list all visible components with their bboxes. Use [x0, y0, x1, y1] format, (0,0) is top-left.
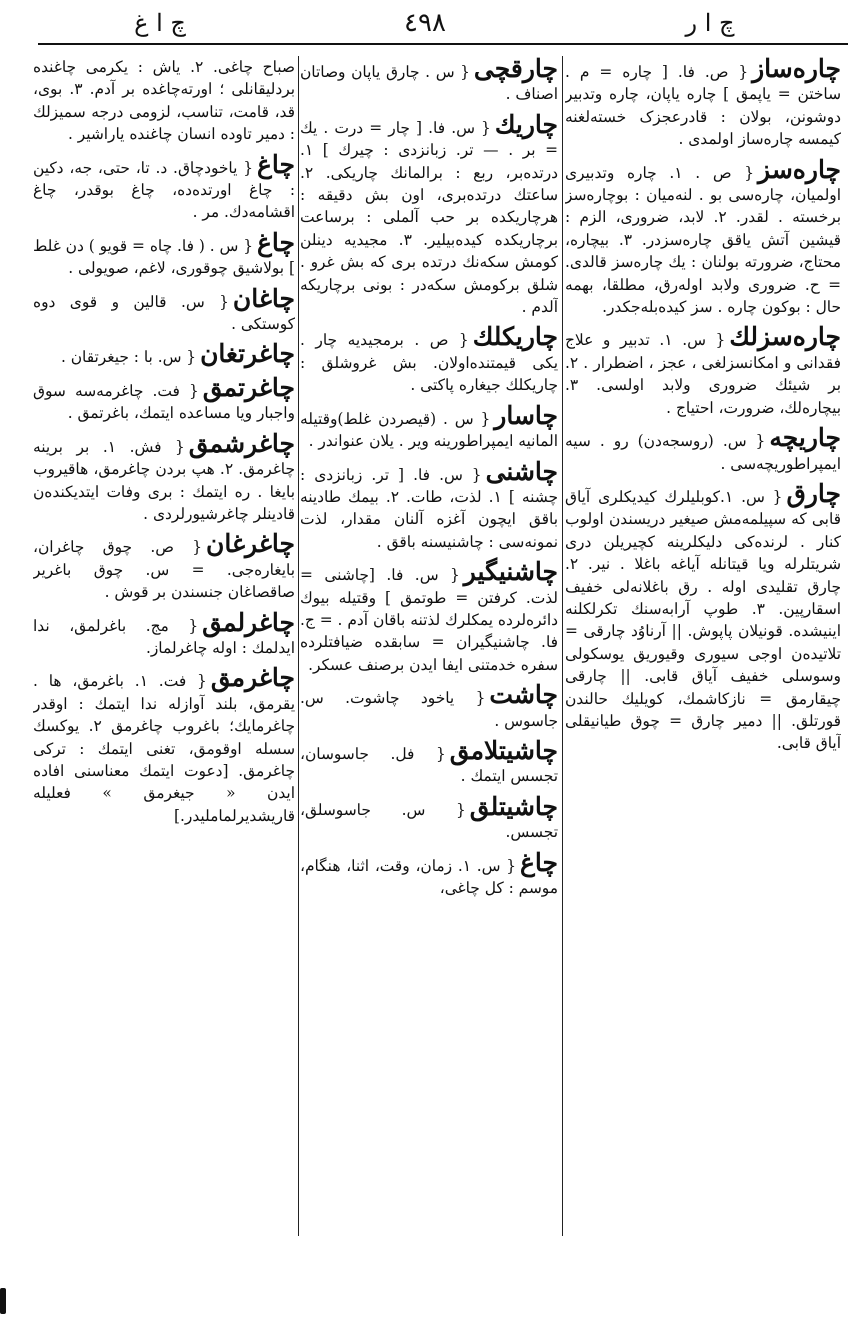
dictionary-entry: [565, 324, 841, 419]
dictionary-entry: [565, 425, 841, 475]
entry-definition: { س . ( فا. چاه = قویو ) دن غلط ] بولاشیق چوقوری، لاغم، صویولی .: [33, 236, 295, 278]
entry-headword: چاغرتغان: [200, 339, 295, 369]
entry-headword: چاره‌سزلك: [729, 322, 841, 352]
header-right-guide-letters: چ ا ر: [685, 9, 735, 37]
entry-headword: چاشت: [489, 680, 558, 710]
entry-definition: { فت. ۱. باغرمق، ها . یقرمق، بلند آوازله ندا ایتمك : اوقدر چاغرمایك؛ باغروب چاغرمق ۲. یوکسك سسله اوقومق، تغنی ایتمك : ترکی چاغرمق. [دعوت ایتمك معناسنی افاده ایدن « جیغرمق » فعلیله قاریشدیرلمامليدر.]: [33, 672, 295, 825]
entry-definition: { س. قالین و قوی دوه کوستکی .: [33, 292, 295, 334]
entry-definition: { س. ۱. زمان، وقت، اثنا، هنگام، موسم : کل چاغی،: [300, 856, 558, 897]
entry-definition: { ص. چوق چاغران، بایغاره‌جی. = س. چوق باغریر صاقصاغان جنسندن بر قوش .: [33, 538, 295, 602]
entry-definition: { فش. ۱. بر برینه چاغرمق. ۲. هپ بردن چاغرمق، هاقیروب بایغا . ره ایتمك : بری وفات ایتدیکنده‌ن قادینلر چاغرشیورلردی .: [33, 437, 295, 523]
entry-headword: چاغرمق: [210, 663, 295, 693]
dictionary-entry: [565, 154, 841, 319]
entry-headword: چاغان: [232, 283, 295, 313]
dictionary-entry: [300, 847, 558, 900]
entry-definition: { ص. فا. [ چاره = م . ساختن = یاپمق ] چاره یاپان، چاره وتدبیر دوشونن، بولان : قادرعجزک خسته‌لغنه کیمسه چاره‌ساز اولمدی .: [565, 63, 841, 149]
dictionary-entry: [300, 109, 558, 319]
dictionary-entry: [565, 56, 841, 151]
entry-definition: { فل. جاسوسان، تجسس ایتمك .: [300, 744, 558, 786]
entry-headword: چاریکلك: [472, 322, 558, 352]
column-divider-right: [562, 56, 563, 1236]
dictionary-entry: [33, 341, 295, 368]
entry-definition: { یاخود چاشوت. س. جاسوس .: [300, 689, 558, 730]
entry-headword: چاریك: [494, 109, 558, 139]
entry-definition: { س. ۱.کوبلیلرك کیدیکلری آیاق قابی که سپیلمه‌مش صیغیر دریسندن اولوب کنار . لرنده‌کی دلیکلرینه کچیریلن دری شریتلرله ویا قیتانله آیاغه باغلا . نیر. ۲. چارق تقلیدی اوله . رق باغلانه‌لی خفیف اسقارپین. ۳. طوپ آرابه‌سنك تکرلکلنه اینیشده. قونیلان پاپوش. || آرناوُد چارقی = تلاتیده‌ن اوجی سیوری وقیوریق یوسکولی وسوسلی خفیف آیاق قابی. || چارقی چیقارمق = نازکاشمك، کویلیك حالندن قورتلق. || دمیر چارق = چوق طیانیقلی آیاق قابی.: [565, 487, 841, 753]
entry-headword: چاره‌ساز: [752, 56, 841, 83]
dictionary-entry: [565, 478, 841, 755]
entry-definition: { س. فا. [ چار = درت . یك = بر . — تر. زبانزدی : چیرك ] ۱. درتده‌بر، ربع : برالمانك چاریکی. ۲. ساعتك درتده‌بری، اون بش دقیقه : هرچاریکده بر حب آلملی : برساعت برچاریکده کیده‌بیلیر. ۳. مجیدیه دینلن کومش سکه‌نك درتده بری که بش غرو . شلق برکومش سکه‌در : بونی برچاریکه آلدم .: [300, 118, 558, 317]
dictionary-entry: [300, 56, 558, 106]
dictionary-entry: [300, 791, 558, 844]
header-rule: [38, 43, 848, 45]
entry-headword: چاسار: [494, 400, 558, 430]
dictionary-entry: [33, 531, 295, 603]
entry-definition: { مج. باغرلمق، ندا ایدلمك : اوله چاغرلماز.: [33, 616, 295, 657]
entry-headword: چاغرلمق: [202, 607, 295, 637]
entry-definition: صباح چاغی. ۲. یاش : یکرمی چاغنده بردلیقانلی ؛ اورته‌چاغده بر آدم. ۳. بوی، قد، قامت، تناسب، لزومی درجه سمیزلك : دمیر تاوده انسان چاغنده یاراشیر .: [33, 58, 295, 144]
dictionary-entry: [33, 665, 295, 827]
page-number: ٤٩٨: [404, 8, 446, 38]
column-left: [33, 56, 295, 1076]
entry-definition: { س. با : جیغرتقان .: [60, 348, 197, 367]
entry-headword: چاغ: [520, 847, 558, 877]
entry-definition: { س. جاسوسلق، تجسس.: [300, 800, 558, 842]
entry-headword: چاغرتمق: [202, 372, 295, 402]
entry-definition: { ص . برمجیدیه چار . یکی قیمتنده‌اولان. بش غروشلق : چاریکلك جیغاره پاکتی .: [300, 331, 558, 395]
entry-headword: چاشیتلق: [469, 791, 558, 821]
dictionary-entry: [300, 735, 558, 788]
dictionary-entry: [33, 428, 295, 526]
entry-definition: { ص . ۱. چاره وتدبیری اولمیان، چاره‌سی بو . لنه‌میان : بوچاره‌سز برخسته . لقدر. ۲. لابد، ضروری، الزم : قیشین آتش یاقق چاره‌سزدر. ۳. بیچاره، محتاج، ضرورته بولنان : یك چاره‌سز قالدی. = ح. ضروری ولابد اوله‌رق، مطلقا، بهمه حال : بوکون چاره . سز کیده‌بله‌جکدر.: [565, 163, 841, 317]
entry-headword: چاغرغان: [206, 529, 295, 559]
dictionary-entry: [33, 607, 295, 660]
column-divider-left: [298, 56, 299, 1236]
entry-headword: چارقچی: [473, 56, 558, 83]
entry-headword: چاغ: [257, 149, 295, 179]
entry-headword: چاریچه: [769, 423, 841, 453]
page-edge-mark: [0, 1288, 6, 1314]
entry-headword: چاغرشمق: [188, 428, 295, 458]
dictionary-entry: [300, 559, 558, 676]
entry-headword: چاغ: [257, 227, 295, 257]
entry-headword: چارق: [786, 478, 841, 508]
dictionary-entry: [300, 682, 558, 732]
dictionary-entry: [300, 456, 558, 554]
entry-headword: چاره‌سز: [758, 154, 841, 184]
dictionary-entry: [300, 324, 558, 396]
entry-definition: { س. ۱. تدبیر و علاج فقدانی و امکانسزلغی ، عجز ، اضطرار . ۲. بر شیئك ضروری ولابد اولسی. ۳. بیچاره‌لك، ضرورت، احتیاج .: [565, 331, 841, 417]
entry-definition: { س. (روسجه‌دن) رو . سیه ایمپراطوریچه‌سی .: [565, 432, 841, 473]
column-right: [565, 56, 841, 1236]
entry-definition: { س. فا. [چاشنی = لذت. کرفتن = طوتمق ] وقتیله بیوك دائره‌لرده یمکلرك لذتنه باقان آدم . = ج. فا. چاشنیگیران = سابقده ضیافتلرده سفره خدمتنی ایفا ایدن برصنف عسکر.: [300, 566, 558, 674]
entry-definition: { س . (قیصردن غلط)وقتیله المانیه ایمپراطورینه ویر . یلان عنواندر .: [300, 409, 558, 451]
column-middle: [300, 56, 558, 1236]
entry-definition: { یاخودچاق. د. تا، حتی، جه، دکین : چاغ اورتده‌ده، چاغ بوقدر، چاغ اقشامه‌دك. مر .: [33, 158, 295, 222]
dictionary-entry: [33, 149, 295, 224]
dictionary-entry-continuation: [33, 56, 295, 146]
dictionary-entry: [33, 283, 295, 336]
entry-definition: { س . چارق یاپان وصاتان اصناف .: [300, 63, 558, 104]
entry-headword: چاشیتلامق: [449, 735, 558, 765]
dictionary-entry: [33, 372, 295, 425]
header-left-guide-letters: چ ا غ: [134, 9, 186, 37]
dictionary-entry: [300, 400, 558, 453]
entry-definition: { س. فا. [ تر. زبانزدی : چشنه ] ۱. لذت، طات. ۲. بیمك طادینه باقق ایچون آغزه آلنان مقدار، لذت نمونه‌سی : چاشنیسنه باقق .: [300, 465, 558, 551]
entry-headword: چاشنیگیر: [463, 557, 558, 587]
dictionary-entry: [33, 227, 295, 280]
entry-headword: چاشنی: [485, 456, 558, 486]
entry-definition: { فت. چاغرمه‌سه سوق واجبار ویا مساعده ایتمك، باغرتمق .: [33, 381, 295, 423]
